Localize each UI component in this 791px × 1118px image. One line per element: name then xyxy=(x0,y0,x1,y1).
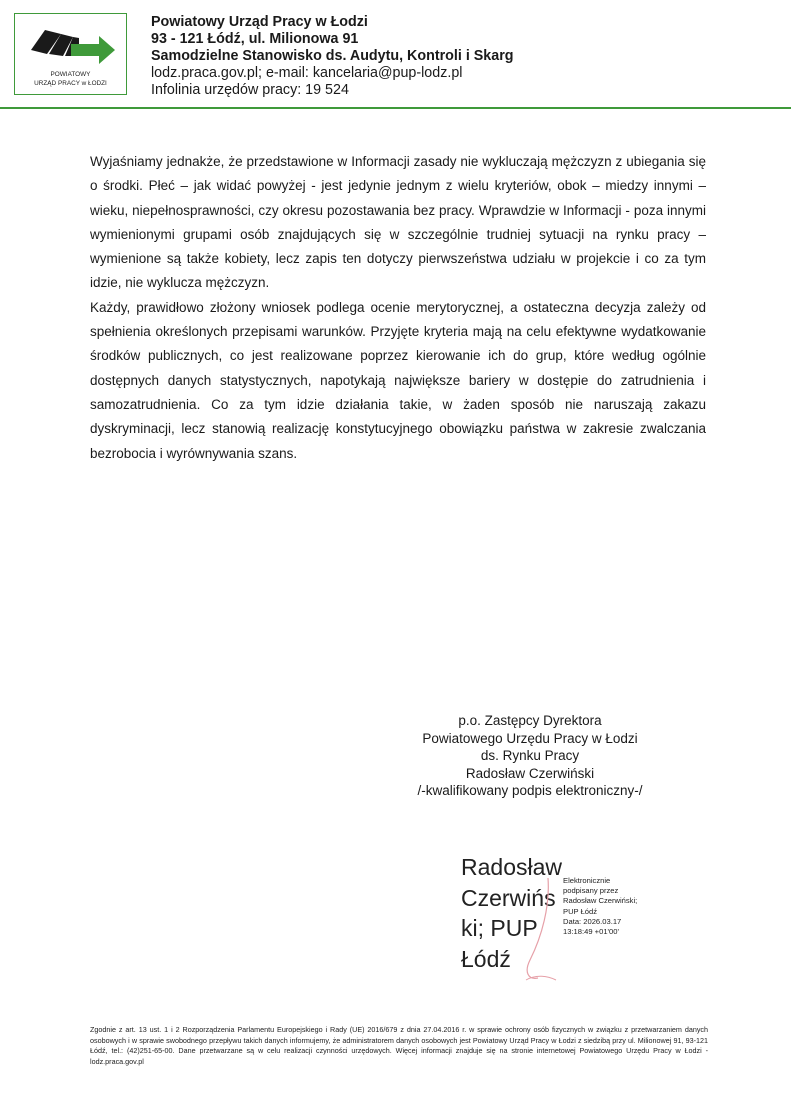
esignature-detail-5: Data: 2026.03.17 xyxy=(563,916,622,926)
logo-text-line2: URZĄD PRACY w ŁODZI xyxy=(34,80,107,87)
esignature-detail-6: 13:18:49 +01'00' xyxy=(563,927,619,937)
letter-body xyxy=(90,150,706,466)
esignature-detail-1: Elektronicznie xyxy=(563,876,611,885)
office-name: Powiatowy Urząd Pracy w Łodzi xyxy=(151,14,368,30)
contact-info: lodz.praca.gov.pl; e-mail: kancelaria@pup-lodz.pl xyxy=(151,65,463,81)
esignature-details xyxy=(563,876,637,937)
logo-text-line1: POWIATOWY xyxy=(50,71,91,78)
header-divider xyxy=(0,107,791,109)
signatory-division: ds. Rynku Pracy xyxy=(480,748,580,763)
letterhead xyxy=(151,14,514,99)
esignature-detail-2: podpisany przez xyxy=(563,886,619,896)
signatory-name: Radosław Czerwiński xyxy=(465,765,595,781)
office-address: 93 - 121 Łódź, ul. Milionowa 91 xyxy=(151,31,359,47)
body-paragraph-1: Wyjaśniamy jednakże, że przedstawione w Informacji zasady nie wykluczają mężczyzn z ubiegania się o środki. Płeć – jak widać powyżej - jest jedynie jednym z wielu kryteriów, obok – miedzy innymi – wieku, niepełnosprawności, czy okresu pozostawania bez pracy. Wprawdzie w Informacji - poza innymi wymienionymi grupami osób znajdujących się w szczególnie trudniej sytuacji na rynku pracy – wymienione są także kobiety, lecz zapis ten dotyczy pierwszeństwa udziału w projekcie i co za tym idzie, nie wyklucza mężczyzn. xyxy=(90,154,706,291)
logo-text xyxy=(15,70,126,88)
esignature-detail-3: Radosław Czerwiński; xyxy=(563,896,638,906)
esignature-stamp-icon xyxy=(520,876,560,986)
gdpr-footer: Zgodnie z art. 13 ust. 1 i 2 Rozporządzenia Parlamentu Europejskiego i Rady (UE) 2016/679 z dnia 27.04.2016 r. w sprawie ochrony osób fizycznych w związku z przetwarzaniem danych osobowych i w sprawie swobodnego przepływu takich danych informujemy, że administratorem danych osobowych jest Powiatowy Urząd Pracy w Łodzi z siedzibą przy ul. Milionowej 91, 93-121 Łódź, tel.: (42)251-65-00. Dane przetwarzane są w celu realizacji czynności urzędowych. Więcej informacji znajduje się na stronie internetowej Powiatowego Urzędu Pracy w Łodzi - lodz.praca.gov.pl xyxy=(90,1025,708,1066)
office-logo xyxy=(14,13,127,95)
esignature-detail-4: PUP Łódź xyxy=(563,906,598,916)
esignature-name-line4: Łódź xyxy=(461,945,511,972)
esignature-name-line2: Czerwińs xyxy=(461,884,556,911)
signature-block xyxy=(355,712,705,800)
esignature-name-line1: Radosław xyxy=(461,854,562,880)
department-name: Samodzielne Stanowisko ds. Audytu, Kontroli i Skarg xyxy=(151,48,514,64)
signatory-title: p.o. Zastępcy Dyrektora xyxy=(458,713,602,728)
signatory-office: Powiatowego Urzędu Pracy w Łodzi xyxy=(422,730,638,746)
signature-note: /-kwalifikowany podpis elektroniczny-/ xyxy=(417,783,643,798)
helpline: Infolinia urzędów pracy: 19 524 xyxy=(151,82,349,98)
body-paragraph-2: Każdy, prawidłowo złożony wniosek podlega ocenie merytorycznej, a ostateczna decyzja zależy od spełnienia określonych przepisami warunków. Przyjęte kryteria mają na celu efektywne wydatkowanie środków publicznych, co jest realizowane poprzez kierowanie ich do grup, które według ogólnie dostępnych danych statystycznych, napotykają największe bariery w dostępie do zatrudnienia i samozatrudnienia. Co za tym idzie działania takie, w żaden sposób nie naruszają zakazu dyskryminacji, lecz stanowią realizację konstytucyjnego obowiązku państwa w zakresie zwalczania bezrobocia i wyrównywania szans. xyxy=(90,299,706,461)
logo-arrow-icon xyxy=(27,20,117,66)
esignature-name-line3: ki; PUP xyxy=(461,915,538,941)
